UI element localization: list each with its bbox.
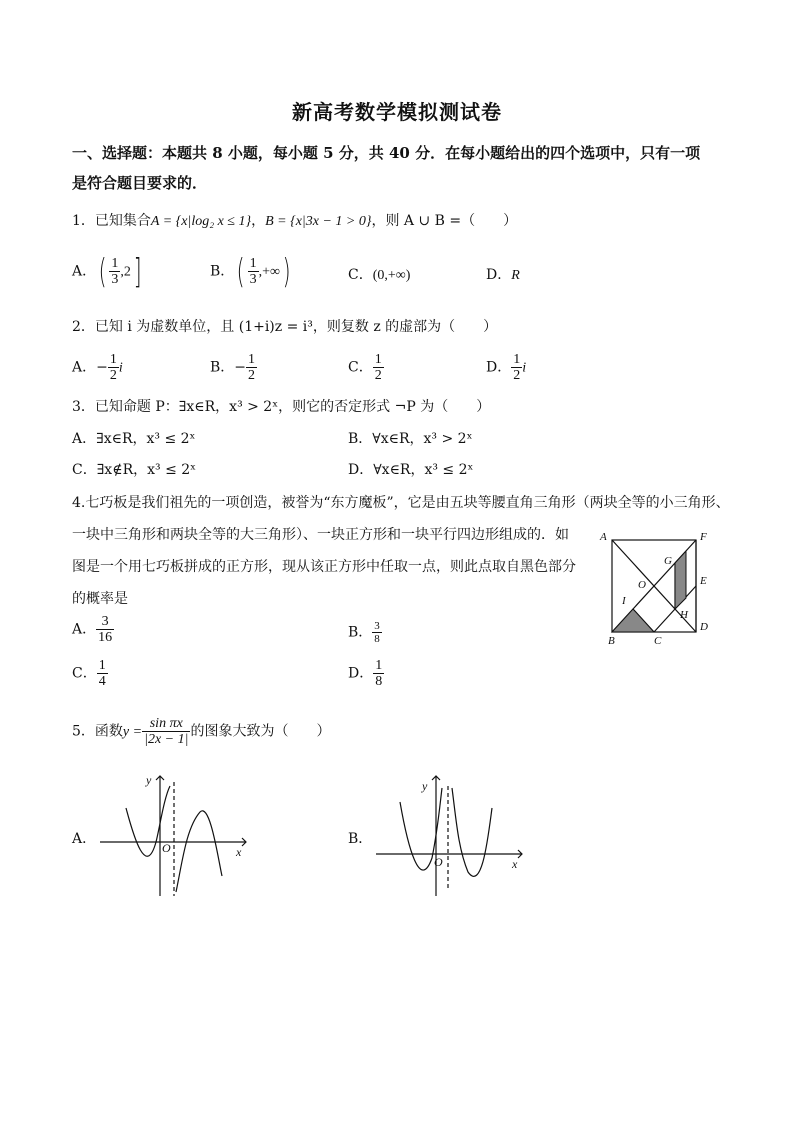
svg-text:x: x (236, 845, 242, 859)
q5-option-a[interactable]: A． (72, 831, 97, 847)
q1-sep: ， (251, 213, 266, 229)
label-F: F (700, 531, 707, 543)
black-small-triangle (612, 609, 654, 632)
q5-option-b[interactable]: B． (348, 831, 373, 847)
question-4-line1: 4.七巧板是我们祖先的一项创造，被誉为“东方魔板”，它是由五块等腰直角三角形（两块全等的小三角形、 (72, 495, 730, 511)
label-G: G (664, 555, 672, 567)
q3-option-b[interactable]: B．∀x∈R，x³ > 2ˣ (348, 431, 473, 447)
q3-option-a[interactable]: A．∃x∈R，x³ ≤ 2ˣ (72, 431, 196, 447)
svg-text:O: O (434, 855, 443, 869)
question-3: 3．已知命题 P：∃x∈R，x³ > 2ˣ，则它的否定形式 ¬P 为（ ） (72, 399, 491, 415)
svg-text:x: x (512, 857, 518, 871)
black-parallelogram (675, 551, 686, 609)
q2-option-a[interactable]: A．− $\frac{1}{2}$ i (72, 352, 123, 383)
q1-set-b: B = {x|3x − 1 > 0} (265, 214, 372, 229)
question-4-line2: 一块中三角形和两块全等的大三角形）、一块正方形和一块平行四边形组成的．如 (72, 527, 569, 543)
q2-option-c[interactable]: C． $\frac{1}{2}$ (348, 352, 382, 383)
label-O: O (638, 579, 646, 591)
q1-option-d[interactable]: D．R (486, 267, 520, 283)
svg-text:O: O (162, 841, 171, 855)
q3-option-c[interactable]: C．∃x∉R，x³ ≤ 2ˣ (72, 462, 197, 478)
label-D: D (700, 621, 708, 633)
label-H: H (680, 609, 688, 621)
question-2: 2．已知 i 为虚数单位，且 (1+i)z = i³，则复数 z 的虚部为（ ） (72, 319, 498, 335)
graph-option-a (96, 768, 256, 900)
q1-suffix: ，则 A ∪ B =（ ） (371, 213, 518, 229)
svg-text:y: y (422, 779, 428, 793)
q2-option-d[interactable]: D． $\frac{1}{2}$ i (486, 352, 527, 383)
q1-option-c[interactable]: C．(0,+∞) (348, 267, 411, 283)
section-heading-line2: 是符合题目要求的． (72, 174, 208, 192)
question-5: 5．函数y = $\frac{\text{sin πx}}{|2x - 1|}$ 的图象大致为（ ） (72, 716, 331, 747)
q1-set-a: A = {x|log₂ x ≤ 1} (150, 214, 252, 229)
page-title: 新高考数学模拟测试卷 (292, 100, 502, 124)
svg-text:y: y (146, 773, 152, 787)
question-4-line3: 图是一个用七巧板拼成的正方形，现从该正方形中任取一点，则此点取自黑色部分 (72, 559, 576, 575)
label-A: A (600, 531, 607, 543)
label-E: E (700, 575, 707, 587)
label-C: C (654, 635, 662, 647)
question-4-line4: 的概率是 (72, 591, 128, 607)
q4-option-c[interactable]: C． $\frac{1}{4}$ (72, 658, 106, 689)
q4-option-d[interactable]: D． $\frac{1}{8}$ (348, 658, 383, 689)
q3-option-d[interactable]: D．∀x∈R，x³ ≤ 2ˣ (348, 462, 474, 478)
label-B: B (608, 635, 615, 647)
q2-option-b[interactable]: B．− $\frac{1}{2}$ (210, 352, 256, 383)
question-1 (72, 210, 517, 233)
label-I: I (622, 595, 626, 607)
graph-option-b (372, 768, 532, 900)
q1-prefix: 1．已知集合 (72, 213, 151, 229)
q4-option-a[interactable]: A． $\frac{3}{16}$ (72, 614, 113, 645)
tangram-figure (596, 528, 722, 648)
q4-option-b[interactable]: B． $\frac{3}{8}$ (348, 620, 380, 645)
section-heading-line1: 一、选择题：本题共 8 小题，每小题 5 分，共 40 分．在每小题给出的四个选项中，只有一项 (72, 144, 701, 162)
q1-option-b[interactable]: B．( $\frac{1}{3}$ ,+∞) (210, 251, 291, 292)
q1-option-a[interactable]: A．( $\frac{1}{3}$ ,2] (72, 251, 142, 292)
